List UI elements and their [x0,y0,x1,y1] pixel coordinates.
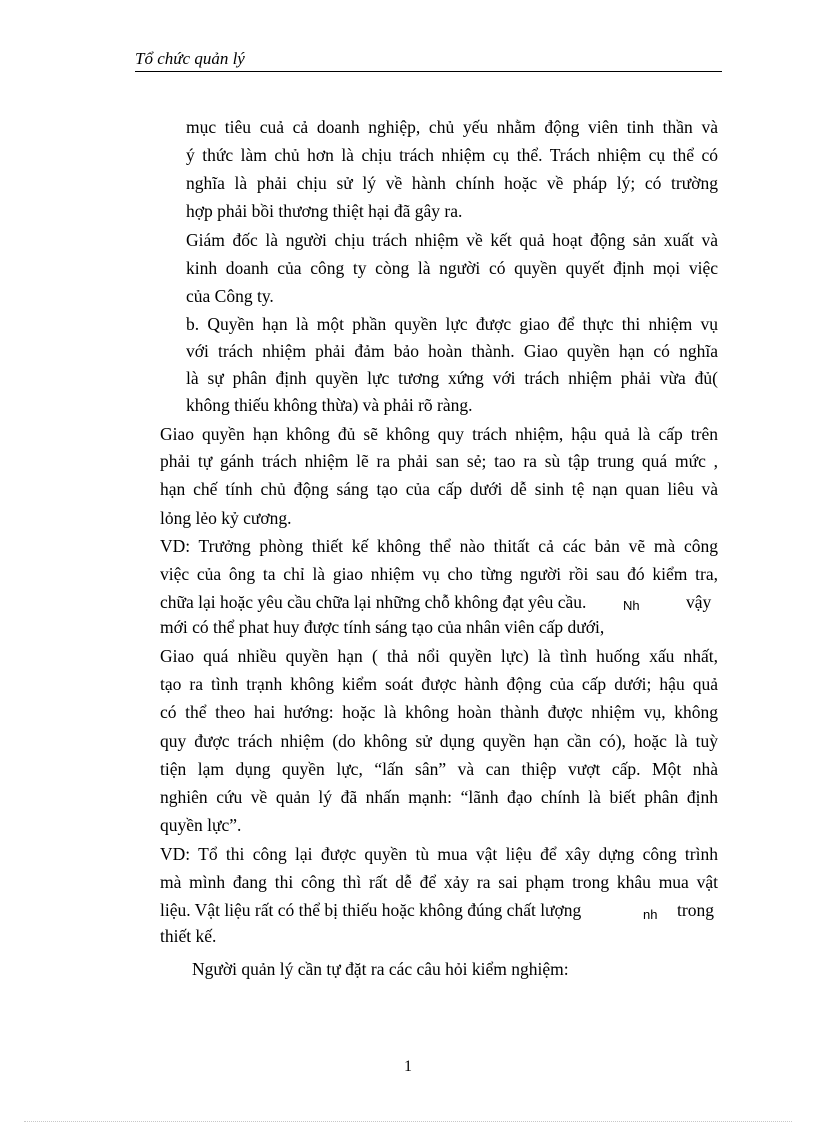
text-line: nghĩa là phải chịu sử lý về hành chính hoặc về pháp lý; có trường [186,173,718,193]
text-line: là sự phân định quyền lực tương xứng với trách nhiệm phải vừa đủ( [186,368,718,388]
text-line: VD: Tổ thi công lại được quyền tù mua vật liệu để xây dựng công trình [160,844,718,864]
text-line: thiết kế. [160,926,217,946]
text-fragment: trong [677,900,714,920]
text-line: Giám đốc là người chịu trách nhiệm về kết quả hoạt động sản xuất và [186,230,718,250]
text-line: có thể theo hai hướng: hoặc là không hoàn thành được nhiệm vụ, không [160,702,718,722]
header-title: Tổ chức quản lý [135,49,245,68]
text-line: quy được trách nhiệm (do không sử dụng quyền hạn cần có), hoặc là tuỳ [160,731,718,751]
text-line: ý thức làm chủ hơn là chịu trách nhiệm cụ thể. Trách nhiệm cụ thể có [186,145,718,165]
text-line: hạn chế tính chủ động sáng tạo của cấp dưới dễ sinh tệ nạn quan liêu và [160,479,718,499]
text-fragment: nh [643,907,658,922]
text-line: mục tiêu cuả cả doanh nghiệp, chủ yếu nhằm động viên tinh thần và [186,117,718,137]
text-line: không thiếu không thừa) và phải rõ ràng. [186,395,473,415]
text-line: tiện lạm dụng quyền lực, “lấn sân” và can thiệp vượt cấp. Một nhà [160,759,718,779]
text-line: việc của ông ta chỉ là giao nhiệm vụ cho từng người rồi sau đó kiểm tra, [160,564,718,584]
page-edge-rule [24,1121,792,1122]
page-number: 1 [404,1058,412,1075]
text-line: Người quản lý cần tự đặt ra các câu hỏi kiểm nghiệm: [192,959,569,979]
text-line: tạo ra tình trạnh không kiểm soát được hành động của cấp dưới; hậu quả [160,674,718,694]
text-fragment: vậy [686,592,712,612]
text-line: lỏng lẻo kỷ cương. [160,508,292,528]
text-line: nghiên cứu về quản lý đã nhấn mạnh: “lãnh đạo chính là biết phân định [160,787,718,807]
text-line: chữa lại hoặc yêu cầu chữa lại những chỗ không đạt yêu cầu. [160,592,587,612]
text-line: phải tự gánh trách nhiệm lẽ ra phải san sẻ; tao ra sù tập trung quá mức , [160,451,718,471]
text-line: kinh doanh của công ty còng là người có quyền quyết định mọi việc [186,258,718,278]
text-line: liệu. Vật liệu rất có thể bị thiếu hoặc không đúng chất lượng [160,900,582,920]
text-line: Giao quyền hạn không đủ sẽ không quy trách nhiệm, hậu quả là cấp trên [160,424,718,444]
text-line: b. Quyền hạn là một phần quyền lực được giao để thực thi nhiệm vụ [186,314,718,334]
text-line: của Công ty. [186,286,274,306]
text-line: Giao quá nhiều quyền hạn ( thả nổi quyền lực) là tình huống xấu nhất, [160,646,718,666]
text-line: mà mình đang thi công thì rất dễ để xảy ra sai phạm trong khâu mua vật [160,872,718,892]
text-line: VD: Trưởng phòng thiết kế không thể nào thitất cả các bản vẽ mà công [160,536,718,556]
text-fragment: Nh [623,598,640,613]
text-line: quyền lực”. [160,815,242,835]
text-line: hợp phải bồi thương thiệt hại đã gây ra. [186,201,463,221]
text-line: mới có thể phat huy được tính sáng tạo của nhân viên cấp dưới, [160,617,605,637]
text-line: với trách nhiệm phải đảm bảo hoàn thành. Giao quyền hạn có nghĩa [186,341,718,361]
